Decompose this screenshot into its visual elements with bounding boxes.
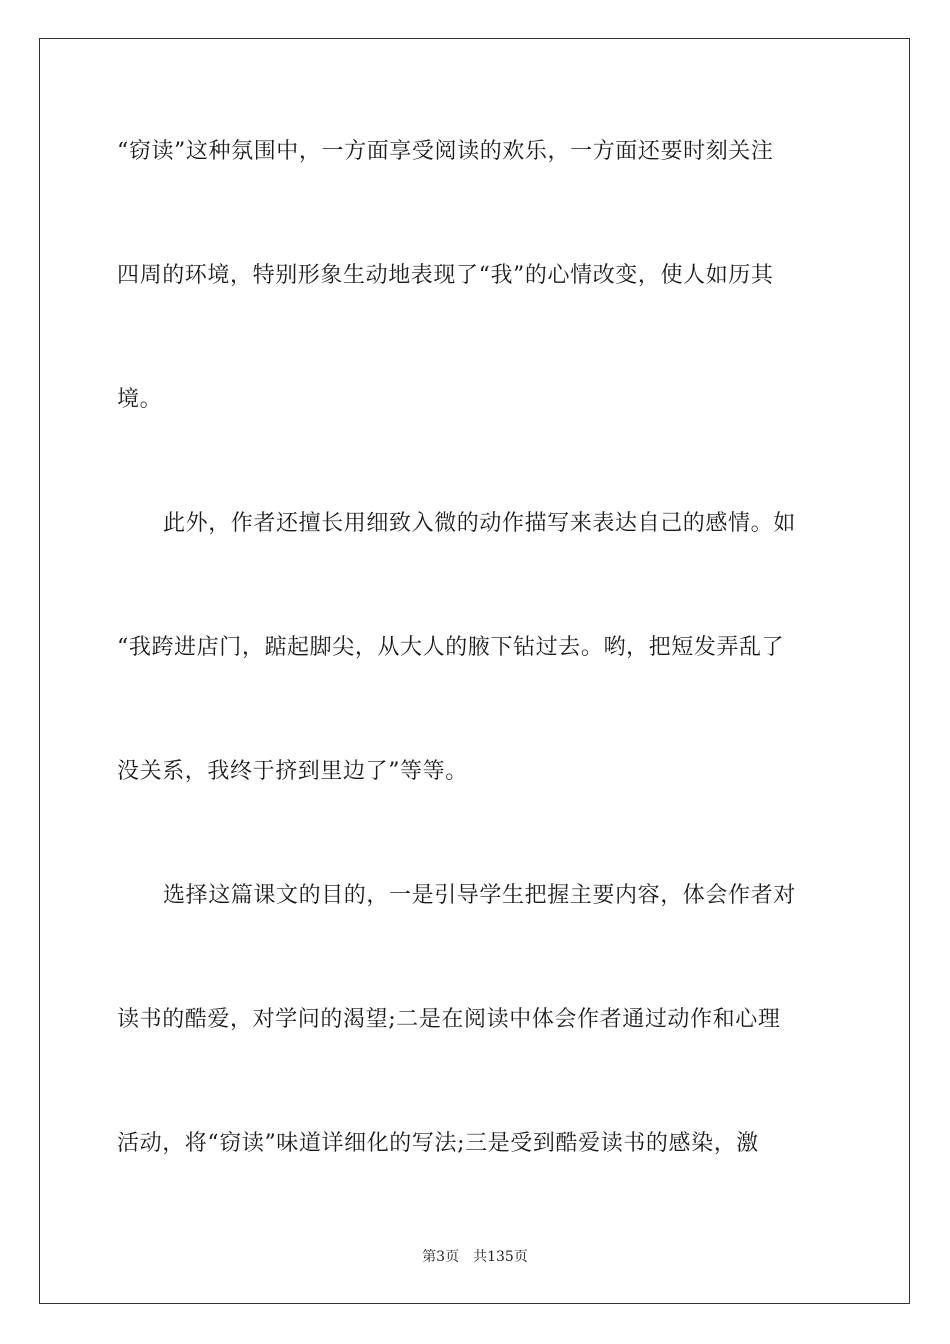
body-text-line-9: 活动，将“窃读”味道详细化的写法;三是受到酷爱读书的感染，激 — [117, 1131, 759, 1156]
body-text-line-8: 读书的酷爱，对学问的渴望;二是在阅读中体会作者通过动作和心理 — [117, 1007, 781, 1032]
body-text-line-3: 境。 — [117, 387, 163, 412]
body-text-line-2: 四周的环境，特别形象生动地表现了“我”的心情改变，使人如历其 — [117, 263, 774, 288]
body-text-line-4: 此外，作者还擅长用细致入微的动作描写来表达自己的感情。如 — [163, 511, 796, 536]
body-text-line-1: “窃读”这种氛围中，一方面享受阅读的欢乐，一方面还要时刻关注 — [117, 139, 774, 164]
body-text-line-6: 没关系，我终于挤到里边了”等等。 — [117, 759, 468, 784]
page-total: 共135页 — [473, 1249, 528, 1265]
page-footer — [0, 1248, 950, 1266]
page-number: 第3页 — [422, 1249, 460, 1265]
page-border — [39, 38, 910, 1304]
body-text-line-7: 选择这篇课文的目的，一是引导学生把握主要内容，体会作者对 — [163, 883, 796, 908]
body-text-line-5: “我跨进店门，踮起脚尖，从大人的腋下钻过去。哟，把短发弄乱了 — [117, 635, 785, 660]
